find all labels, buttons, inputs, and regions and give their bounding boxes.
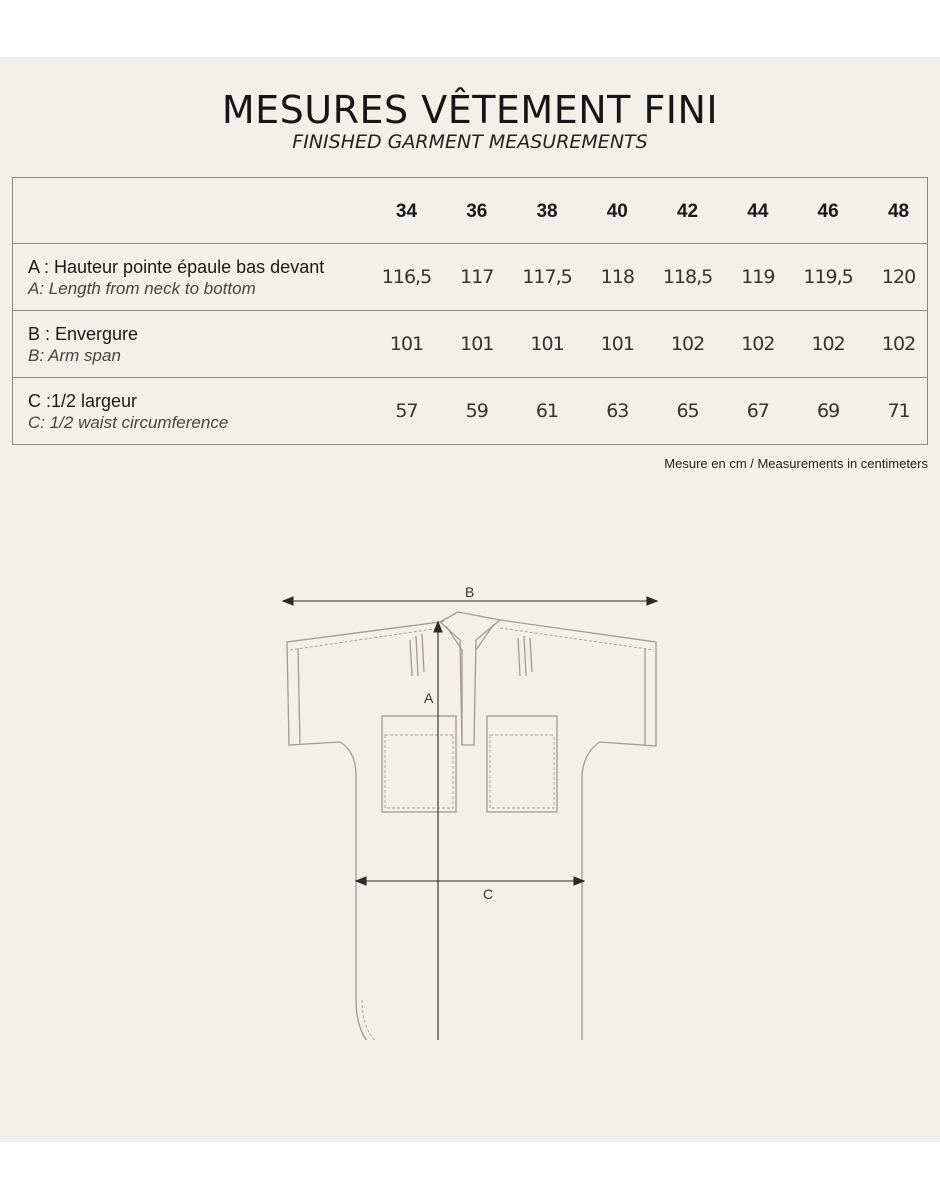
garment-outline <box>287 612 656 1040</box>
table-cell: 102 <box>646 311 730 378</box>
row-label-en: A: Length from neck to bottom <box>28 278 256 298</box>
table-cell: 61 <box>505 378 589 445</box>
table-cell: 59 <box>448 378 505 445</box>
page-title: MESURES VÊTEMENT FINI <box>221 88 719 132</box>
arrow-b-head-left <box>283 597 293 605</box>
sleeve-left-stitch <box>298 648 300 745</box>
page-subtitle: FINISHED GARMENT MEASUREMENTS <box>292 131 648 153</box>
row-label <box>13 244 365 311</box>
table-cell: 118 <box>589 244 646 311</box>
table-cell: 119,5 <box>786 244 870 311</box>
measure-arrows <box>283 597 657 1040</box>
table-cell: 71 <box>870 378 927 445</box>
garment-body-outline <box>287 620 656 1040</box>
size-header: 42 <box>646 178 730 244</box>
table-row <box>13 378 928 445</box>
table-header-row <box>13 178 928 244</box>
size-header: 34 <box>365 178 449 244</box>
table-cell: 69 <box>786 378 870 445</box>
sleeve-top-stitch <box>290 628 654 650</box>
row-label <box>13 311 365 378</box>
row-label <box>13 378 365 445</box>
table-cell: 102 <box>870 311 927 378</box>
garment-technical-drawing <box>260 520 680 1040</box>
size-header: 46 <box>786 178 870 244</box>
table-cell: 101 <box>505 311 589 378</box>
label-a: A <box>424 690 434 706</box>
size-header: 38 <box>505 178 589 244</box>
row-label-fr: B : Envergure <box>28 323 139 344</box>
units-note: Mesure en cm / Measurements in centimeters <box>664 456 928 471</box>
row-label-en: C: 1/2 waist circumference <box>28 412 229 432</box>
size-header: 48 <box>870 178 927 244</box>
label-c: C <box>483 886 494 902</box>
table-cell: 57 <box>365 378 449 445</box>
row-label-en: B: Arm span <box>28 345 121 365</box>
arrow-c-head-left <box>356 877 366 885</box>
collar-outline <box>440 612 500 745</box>
table-cell: 119 <box>730 244 787 311</box>
table-row <box>13 244 928 311</box>
row-label-fr: A : Hauteur pointe épaule bas devant <box>28 256 325 277</box>
size-header: 40 <box>589 178 646 244</box>
table-cell: 65 <box>646 378 730 445</box>
table-cell: 117,5 <box>505 244 589 311</box>
table-cell: 102 <box>786 311 870 378</box>
table-cell: 116,5 <box>365 244 449 311</box>
measurements-table <box>12 177 928 445</box>
gather-left <box>410 634 424 676</box>
header-empty-cell <box>13 178 365 244</box>
size-header: 44 <box>730 178 787 244</box>
table-cell: 102 <box>730 311 787 378</box>
pocket-right <box>487 716 557 812</box>
pocket-right-stitch <box>490 735 554 808</box>
table-cell: 67 <box>730 378 787 445</box>
table-cell: 101 <box>448 311 505 378</box>
gather-right <box>518 636 532 676</box>
table-cell: 117 <box>448 244 505 311</box>
hem-stitch <box>362 1000 578 1040</box>
pocket-left <box>382 716 456 812</box>
label-b: B <box>465 584 475 600</box>
arrow-b-head-right <box>647 597 657 605</box>
table-cell: 101 <box>365 311 449 378</box>
table-cell: 101 <box>589 311 646 378</box>
pocket-left-stitch <box>385 735 453 808</box>
size-header: 36 <box>448 178 505 244</box>
table-cell: 118,5 <box>646 244 730 311</box>
table-cell: 120 <box>870 244 927 311</box>
table-row <box>13 311 928 378</box>
stitch-lines <box>290 628 654 1040</box>
row-label-fr: C :1/2 largeur <box>28 390 138 411</box>
table-cell: 63 <box>589 378 646 445</box>
